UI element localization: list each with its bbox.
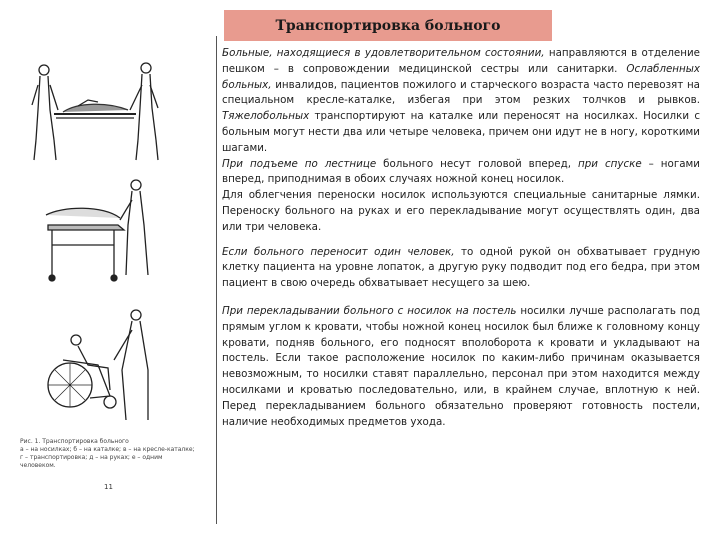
stretcher-carry-figure (32, 63, 158, 160)
body-text (222, 46, 700, 430)
page-number: 11 (104, 483, 113, 491)
wheelchair-figure (48, 310, 148, 420)
figure-caption: Рис. 1. Транспортировка больного а – на носилках; б – на каталке; в – на кресле-каталке; г – транспортировка; д – на руках; е – одним человеком. (20, 438, 195, 469)
vertical-divider (216, 36, 217, 524)
paragraph-2: При подъеме по лестнице больного несут головой вперед, при спуске – ногами вперед, приподнимая в обоих случаях ножной конец носилок. (222, 157, 701, 186)
paragraph-4: Если больного переносит один человек, то одной рукой он обхватывает грудную клетку пациента на уровне лопаток, а другую руку подводит под его бедра, при этом пациент в свою очередь обхватывает несущего за шею. (222, 245, 700, 290)
paragraph-5: При перекладывании больного с носилок на постель носилки лучше располагать под прямым углом к кровати, чтобы ножной конец носилок был ближе к головному концу кровати, подняв больного, его подносят вполоборота к кровати и укладывают на постель. Если такое расположение носилок по каким-либо причинам оказывается невозможным, то носилки ставят параллельно, персонал при этом находится между носилками и кроватью последовательно, или, в крайнем случае, вплотную к ней. Перед перекладыванием больного обязательно проверяют готовность постели, наличие необходимых предметов ухода. (222, 304, 700, 428)
paragraph-3: Для облегчения переноски носилок используются специальные санитарные лямки. Переноску больного на руках и его перекладывание могут осуществлять один, два или три человека. (222, 189, 700, 233)
gurney-figure (46, 180, 148, 281)
title-banner (224, 10, 552, 41)
paragraph-1: Больные, находящиеся в удовлетворительном состоянии, направляются в отделение пешком – в сопровождении медицинской сестры или санитарки. Ослабленных больных, инвалидов, пациентов пожилого и старческого возраста часто перевозят на специальном кресле-каталке, избегая при этом резких толчков и рывков. Тяжелобольных транспортируют на каталке или переносят на носилках. Носилки с больным могут нести два или четыре человека, причем они идут не в ногу, короткими шагами. (222, 47, 700, 154)
page-title: Транспортировка больного (275, 17, 501, 34)
